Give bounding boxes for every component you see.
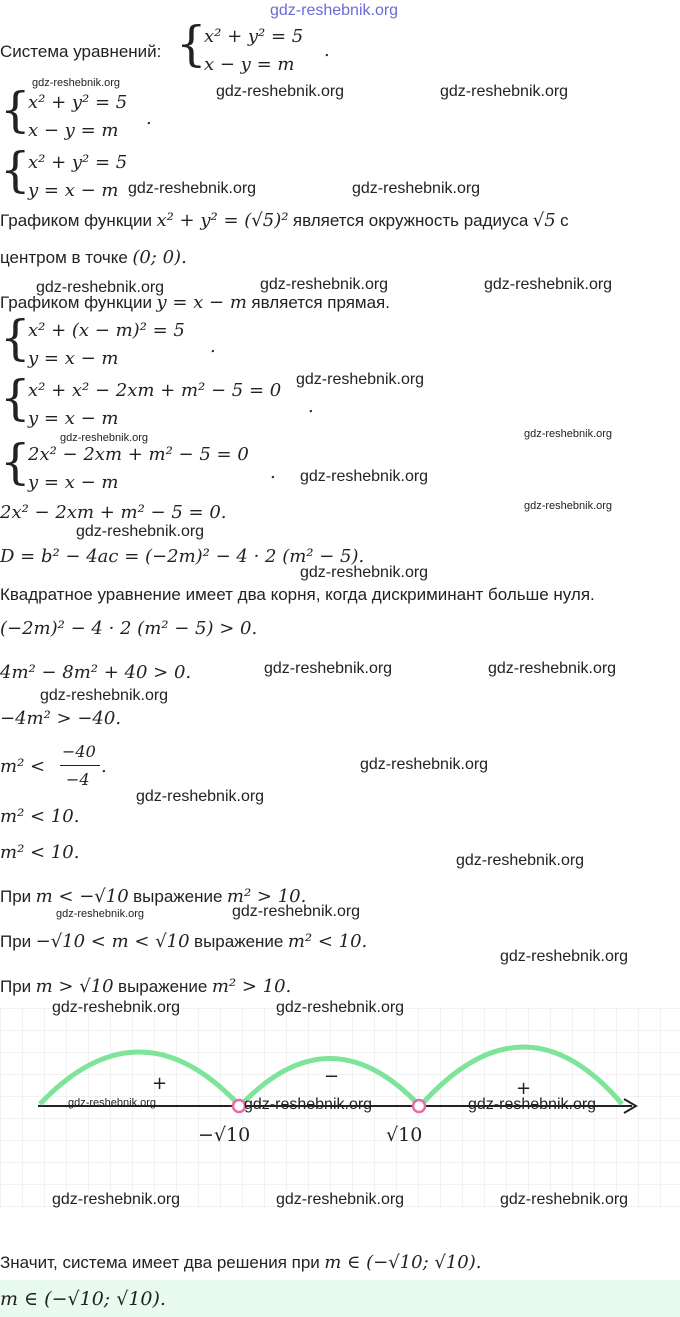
case-1-condition: m < −√10 — [35, 886, 129, 907]
circle-equation: x² + y² = (√5)² — [156, 210, 289, 231]
fraction-bar — [60, 765, 100, 766]
watermark: gdz-reshebnik.org — [76, 523, 205, 540]
case-1-word: При — [0, 887, 32, 906]
answer-box — [0, 1280, 680, 1317]
case-1-result: m² > 10. — [226, 886, 307, 907]
watermark: gdz-reshebnik.org — [52, 1191, 181, 1208]
system-1-eq1: x² + y² = 5 — [204, 26, 304, 47]
label-sqrt10: √10 — [386, 1124, 423, 1146]
intro-label: Система уравнений: — [0, 42, 162, 61]
line-text-2: является прямая. — [251, 293, 390, 312]
system-5-eq2: y = x − m — [28, 408, 119, 429]
brace-icon: { — [0, 142, 31, 198]
watermark: gdz-reshebnik.org — [524, 428, 613, 440]
inequality-4-numerator: −40 — [62, 742, 96, 761]
watermark: gdz-reshebnik.org — [232, 903, 361, 920]
watermark: gdz-reshebnik.org — [296, 371, 425, 388]
system-1-dot: . — [324, 40, 330, 61]
watermark: gdz-reshebnik.org — [524, 500, 613, 512]
system-6-eq1: 2x² − 2xm + m² − 5 = 0 — [28, 444, 249, 465]
watermark: gdz-reshebnik.org — [56, 908, 145, 920]
case-2-expr-word: выражение — [194, 932, 284, 951]
system-2-dot: . — [146, 108, 152, 129]
conclusion — [0, 1252, 481, 1273]
watermark: gdz-reshebnik.org — [68, 1097, 157, 1109]
conclusion-expression: m ∈ (−√10; √10). — [324, 1252, 482, 1273]
answer-text: m ∈ (−√10; √10). — [0, 1288, 166, 1310]
line-equation: y = x − m — [156, 292, 247, 313]
brace-icon: { — [0, 434, 31, 490]
system-4-eq2: y = x − m — [28, 348, 119, 369]
watermark: gdz-reshebnik.org — [128, 180, 257, 197]
sign-minus-middle: − — [324, 1066, 340, 1087]
system-5-eq1: x² + x² − 2xm + m² − 5 = 0 — [28, 380, 282, 401]
watermark: gdz-reshebnik.org — [468, 1096, 597, 1113]
brace-icon: { — [0, 82, 31, 138]
label-minus-sqrt10: −√10 — [198, 1124, 251, 1146]
watermark: gdz-reshebnik.org — [36, 279, 165, 296]
system-6-dot: . — [270, 462, 276, 483]
system-2-eq1: x² + y² = 5 — [28, 92, 128, 113]
point-sqrt10 — [413, 1100, 425, 1112]
watermark: gdz-reshebnik.org — [32, 77, 121, 89]
system-1-eq2: x − y = m — [204, 54, 295, 75]
case-3-condition: m > √10 — [35, 976, 114, 997]
watermark: gdz-reshebnik.org — [216, 83, 345, 100]
watermark: gdz-reshebnik.org — [40, 687, 169, 704]
two-roots-text: Квадратное уравнение имеет два корня, когда дискриминант больше нуля. — [0, 585, 595, 604]
watermark: gdz-reshebnik.org — [360, 756, 489, 773]
watermark: gdz-reshebnik.org — [276, 1191, 405, 1208]
watermark: gdz-reshebnik.org — [136, 788, 265, 805]
conclusion-text: Значит, система имеет два решения при — [0, 1253, 320, 1272]
watermark: gdz-reshebnik.org — [500, 1191, 629, 1208]
discriminant-equation: D = b² − 4ac = (−2m)² − 4 · 2 (m² − 5). — [0, 546, 365, 567]
inequality-2: 4m² − 8m² + 40 > 0. — [0, 662, 192, 683]
watermark: gdz-reshebnik.org — [488, 660, 617, 677]
quadratic-equation: 2x² − 2xm + m² − 5 = 0. — [0, 502, 227, 523]
circle-text-1: Графиком функции — [0, 211, 152, 230]
system-4-dot: . — [210, 336, 216, 357]
line-text-1: Графиком функции — [0, 293, 152, 312]
brace-icon: { — [176, 16, 207, 72]
circle-statement — [0, 210, 569, 231]
inequality-5: m² < 10. — [0, 806, 80, 827]
watermark: gdz-reshebnik.org — [300, 564, 429, 581]
watermark: gdz-reshebnik.org — [440, 83, 569, 100]
brace-icon: { — [0, 370, 31, 426]
inequality-1: (−2m)² − 4 · 2 (m² − 5) > 0. — [0, 618, 258, 639]
watermark: gdz-reshebnik.org — [260, 276, 389, 293]
system-4-eq1: x² + (x − m)² = 5 — [28, 320, 185, 341]
case-2 — [0, 931, 367, 952]
system-3-eq1: x² + y² = 5 — [28, 152, 128, 173]
watermark: gdz-reshebnik.org — [500, 948, 629, 965]
inequality-6: m² < 10. — [0, 842, 80, 863]
system-6-eq2: y = x − m — [28, 472, 119, 493]
watermark: gdz-reshebnik.org — [456, 852, 585, 869]
watermark: gdz-reshebnik.org — [52, 999, 181, 1016]
center-text: центром в точке — [0, 248, 128, 267]
case-2-condition: −√10 < m < √10 — [35, 931, 190, 952]
sign-plus-right: + — [516, 1078, 532, 1099]
center-statement — [0, 247, 187, 268]
watermark: gdz-reshebnik.org — [276, 999, 405, 1016]
watermark: gdz-reshebnik.org — [264, 660, 393, 677]
inequality-4-denominator: −4 — [66, 770, 90, 789]
system-3-eq2: y = x − m — [28, 180, 119, 201]
case-3-word: При — [0, 977, 32, 996]
header-watermark: gdz-reshebnik.org — [270, 2, 399, 19]
brace-icon: { — [0, 310, 31, 366]
circle-text-2: является окружность радиуса — [292, 211, 529, 230]
watermark: gdz-reshebnik.org — [244, 1096, 373, 1113]
watermark: gdz-reshebnik.org — [352, 180, 481, 197]
case-2-result: m² < 10. — [287, 931, 368, 952]
inequality-4-left: m² < — [0, 756, 46, 777]
case-1-expr-word: выражение — [133, 887, 223, 906]
circle-text-3: с — [560, 211, 569, 230]
circle-radius: √5 — [532, 210, 556, 231]
case-3-result: m² > 10. — [211, 976, 292, 997]
case-3-expr-word: выражение — [118, 977, 208, 996]
system-2-eq2: x − y = m — [28, 120, 119, 141]
center-point: (0; 0). — [132, 247, 187, 268]
watermark: gdz-reshebnik.org — [484, 276, 613, 293]
watermark: gdz-reshebnik.org — [300, 468, 429, 485]
inequality-4-dot: . — [101, 756, 107, 777]
watermark: gdz-reshebnik.org — [60, 432, 149, 444]
case-2-word: При — [0, 932, 32, 951]
case-3 — [0, 976, 291, 997]
sign-plus-left: + — [152, 1073, 168, 1094]
inequality-3: −4m² > −40. — [0, 708, 122, 729]
system-5-dot: . — [308, 396, 314, 417]
